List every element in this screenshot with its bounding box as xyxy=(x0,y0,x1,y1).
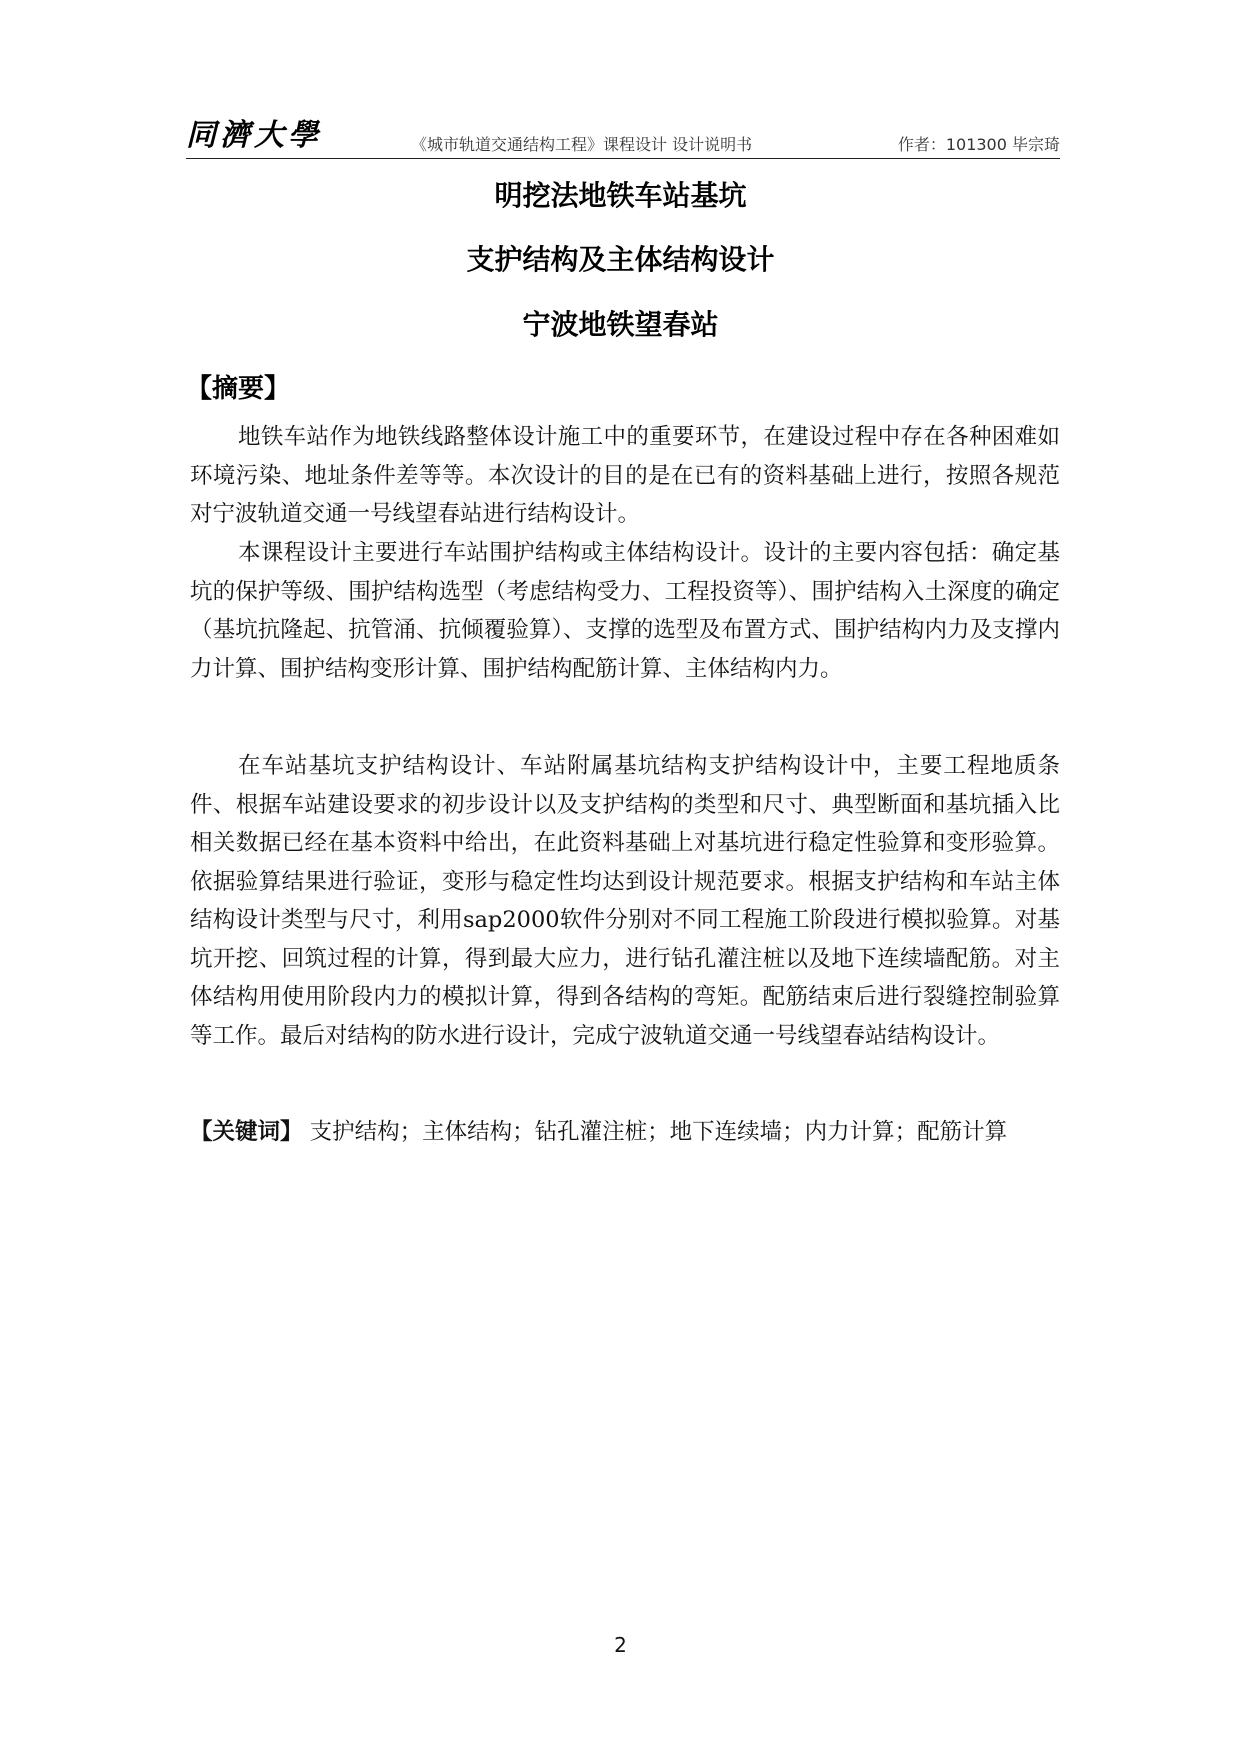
title-line-2: 支护结构及主体结构设计 xyxy=(466,243,775,276)
abstract-heading: 【摘要】 xyxy=(186,374,291,404)
page-header xyxy=(186,108,1060,159)
abstract-paragraph: 本课程设计主要进行车站围护结构或主体结构设计。设计的主要内容包括：确定基坑的保护等级、围护结构选型（考虑结构受力、工程投资等）、围护结构入土深度的确定（基坑抗隆起、抗管涌、抗倾覆验算）、支撑的选型及布置方式、围护结构内力及支撑内力计算、围护结构变形计算、围护结构配筋计算、主体结构内力。 xyxy=(190,540,1060,682)
page-number: 2 xyxy=(614,1633,627,1657)
abstract-paragraph: 在车站基坑支护结构设计、车站附属基坑结构支护结构设计中，主要工程地质条件、根据车站建设要求的初步设计以及支护结构的类型和尺寸、典型断面和基坑插入比相关数据已经在基本资料中给出，在此资料基础上对基坑进行稳定性验算和变形验算。依据验算结果进行验证，变形与稳定性均达到设计规范要求。根据支护结构和车站主体结构设计类型与尺寸，利用sap2000软件分别对不同工程施工阶段进行模拟验算。对基坑开挖、回筑过程的计算，得到最大应力，进行钻孔灌注桩以及地下连续墙配筋。对主体结构用使用阶段内力的模拟计算，得到各结构的弯矩。配筋结束后进行裂缝控制验算等工作。最后对结构的防水进行设计，完成宁波轨道交通一号线望春站结构设计。 xyxy=(190,753,1060,1049)
title-line-3: 宁波地铁望春站 xyxy=(522,308,719,341)
keywords-line xyxy=(190,1113,1060,1152)
abstract-paragraph: 地铁车站作为地铁线路整体设计施工中的重要环节，在建设过程中存在各种困难如环境污染、地址条件差等等。本次设计的目的是在已有的资料基础上进行，按照各规范对宁波轨道交通一号线望春站进行结构设计。 xyxy=(190,424,1060,527)
keywords-text: 支护结构；主体结构；钻孔灌注桩；地下连续墙；内力计算；配筋计算 xyxy=(302,1119,1008,1145)
title-line-1: 明挖法地铁车站基坑 xyxy=(494,179,747,212)
keywords-label: 【关键词】 xyxy=(190,1119,303,1145)
university-logo: 同濟大學 xyxy=(186,118,322,153)
header-author: 作者：101300 毕宗琦 xyxy=(897,135,1060,154)
header-course-title: 《城市轨道交通结构工程》课程设计 设计说明书 xyxy=(411,135,753,154)
